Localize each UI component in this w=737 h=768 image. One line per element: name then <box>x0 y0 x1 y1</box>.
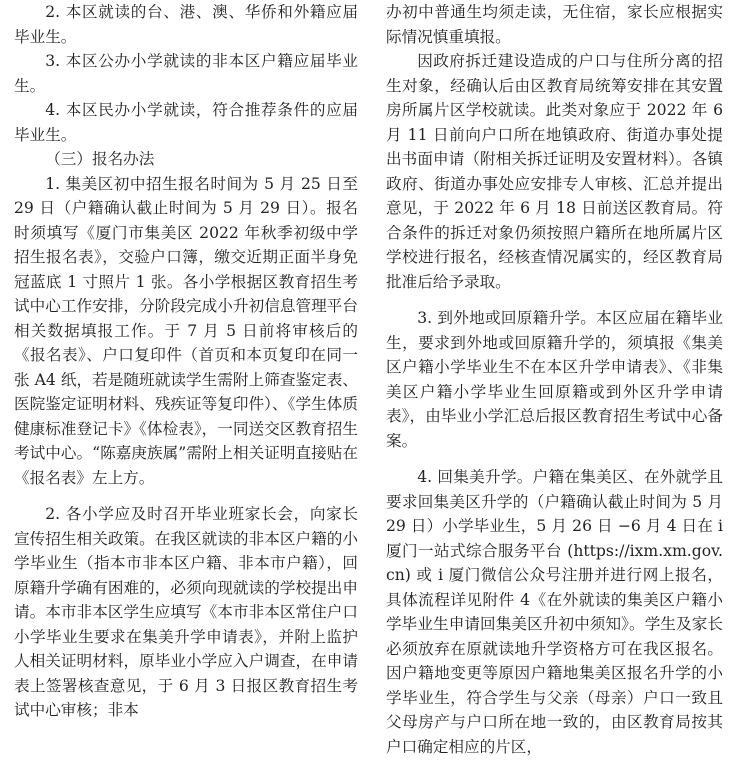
paragraph: 3. 到外地或回原籍升学。本区应届在籍毕业生，要求到外地或回原籍升学的，须填报《集美区户籍小学毕业生不在本区升学申请表》、《非集美区户籍小学毕业生回原籍或到外区升学申请表》，由毕业小学汇总后报区教育招生考试中心备案。 <box>386 309 723 450</box>
paragraph: 3. 本区公办小学就读的非本区户籍应届毕业生。 <box>14 52 358 95</box>
paragraph-continuation: 办初中普通生均须走读，无住宿，家长应根据实际情况慎重填报。 <box>386 3 723 46</box>
paragraph: 1. 集美区初中招生报名时间为 5 月 25 日至 29 日（户籍确认截止时间为 5 月 29 日）。报名时须填写《厦门市集美区 2022 年秋季初级中学招生报名表》，交验户口簿，缴交近期正面半身免冠蓝底 1 寸照片 1 张。各小学根据区教育招生考试中心工作安排，分阶段完成小升初信息管理平台相关数据填报工作。于 7 月 5 日前将审核后的《报名表》、户口复印件（首页和本页复印在同一张 A4 纸，若是随班就读学生需附上筛查鉴定表、医院鉴定证明材料、残疾证等复印件）、《学生体质健康标准登记卡》《体检表》，一同送交区教育招生考试中心。“陈嘉庚族属”需附上相关证明直接贴在《报名表》左上方。 <box>14 174 358 487</box>
paragraph: 因政府拆迁建设造成的户口与住所分离的招生对象，经确认后由区教育局统筹安排在其安置房所属片区学校就读。此类对象应于 2022 年 6 月 11 日前向户口所在地镇政府、街道办事处提出书面申请（附相关拆迁证明及安置材料）。各镇政府、街道办事处应安排专人审核、汇总并提出意见，于 2022 年 6 月 18 日前送区教育局。符合条件的拆迁对象仍须按照户籍所在地所属片区学校进行报名，经核查情况属实的，经区教育局批准后给予录取。 <box>386 52 723 291</box>
paragraph: 4. 回集美升学。户籍在集美区、在外就学且要求回集美区升学的（户籍确认截止时间为 5 月 29 日）小学毕业生，5 月 26 日 −6 月 4 日在 i 厦门一站式综合服务平台 (https://ixm.xm.gov.cn) 或 i 厦门微信公众号注册并进行网上报名，具体流程详见附件 4《在外就读的集美区户籍小学毕业生申请回集美区升初中须知》。学生及家长必须放弃在原就读地升学资格方可在我区报名。因户籍地变更等原因户籍地集美区报名升学的小学毕业生，符合学生与父亲（母亲）户口一致且父母房产与户口所在地一致的，由区教育局按其户口确定相应的片区， <box>386 468 723 756</box>
paragraph: 2. 各小学应及时召开毕业班家长会，向家长宣传招生相关政策。在我区就读的非本区户籍的小学毕业生（指本市非本区户籍、非本市户籍），回原籍升学确有困难的，必须向现就读的学校提出申请。本市非本区学生应填写《本市非本区常住户口小学毕业生要求在集美升学申请表》，并附上监护人相关证明材料，原毕业小学应入户调查，在申请表上签署核查意见，于 6 月 3 日报区教育招生考试中心审核；非本 <box>14 505 358 719</box>
left-column <box>14 0 358 723</box>
right-column <box>386 0 723 759</box>
paragraph: 4. 本区民办小学就读，符合推荐条件的应届毕业生。 <box>14 101 358 144</box>
paragraph: 2. 本区就读的台、港、澳、华侨和外籍应届毕业生。 <box>14 3 358 46</box>
section-heading: （三）报名办法 <box>45 150 155 168</box>
